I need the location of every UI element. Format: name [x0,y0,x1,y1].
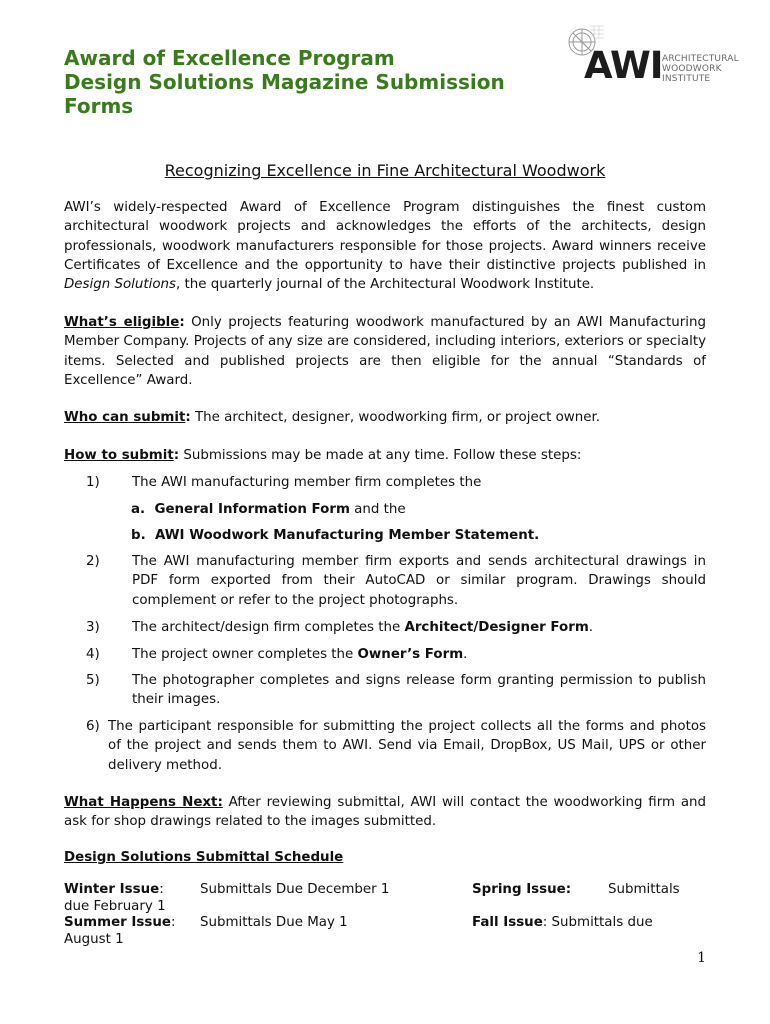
who-label: Who can submit [64,410,186,425]
title-line-3: Forms [64,94,134,118]
step-1a: a. General Information Form and the [131,502,406,517]
magazine-name: Design Solutions [64,277,177,293]
next-label: What Happens Next: [64,795,223,810]
who-paragraph: Who can submit: The architect, designer, woodworking firm, or project owner. [64,410,600,425]
next-paragraph: What Happens Next: After reviewing submittal, AWI will contact the woodworking firm and ask for shop drawings related to the images submitted. [64,795,707,830]
summer-issue: Summer Issue: [64,915,176,930]
step-4: 4) The project owner completes the Owner’s Form. [86,647,468,662]
step-2: 2) The AWI manufacturing member firm exports and sends architectural drawings in PDF form exported from their AutoCAD or similar program. Drawings should complement or refer to the project photographs. [86,554,706,608]
fall-issue: Fall Issue: Submittals due [472,915,653,930]
summer-tail: August 1 [64,932,124,947]
logo-sub-line: INSTITUTE [662,74,711,84]
summer-due: Submittals Due May 1 [200,915,348,930]
document-title [64,46,534,118]
title-line-1: Award of Excellence Program [64,46,395,70]
winter-tail: due February 1 [64,899,166,914]
intro-paragraph: AWI’s widely-respected Award of Excellence Program distinguishes the finest custom architectural woodwork projects and acknowledges the efforts of the architects, design professionals, woodwork manufacturers responsible for those projects. Award winners receive Certificates of Excellence and the opportunity to have their distinctive projects published in Design Solutions, the quarterly journal of the Architectural Woodwork Institute. [64,200,706,293]
step-1: 1) The AWI manufacturing member firm completes the [86,475,482,490]
eligible-paragraph: What’s eligible: Only projects featuring woodwork manufactured by an AWI Manufacturing Member Company. Projects of any size are considered, including interiors, exteriors or specialty items. Selected and published projects are then eligible for the annual “Standards of Excellence” Award. [64,315,707,388]
logo-sub-line: ARCHITECTURAL [662,54,739,64]
schedule-heading: Design Solutions Submittal Schedule [64,850,344,865]
eligible-label: What’s eligible [64,315,180,330]
step-1b: b. AWI Woodwork Manufacturing Member Statement. [131,528,540,543]
logo-subtitle [662,54,739,84]
winter-issue: Winter Issue: [64,882,164,897]
spring-text: Submittals [608,882,680,897]
winter-due: Submittals Due December 1 [200,882,390,897]
how-label: How to submit [64,448,174,463]
step-3: 3) The architect/design firm completes the Architect/Designer Form. [86,620,594,635]
step-6: 6) The participant responsible for submitting the project collects all the forms and photos of the project and sends them to AWI. Send via Email, DropBox, US Mail, UPS or other delivery method. [86,719,706,773]
title-line-2: Design Solutions Magazine Submission [64,70,505,94]
how-paragraph: How to submit: Submissions may be made at any time. Follow these steps: [64,448,582,463]
awi-logo [564,24,739,94]
logo-wordmark: AWI [584,44,663,87]
logo-sub-line: WOODWORK [662,64,722,74]
step-5: 5) The photographer completes and signs release form granting permission to publish their images. [86,673,706,708]
page-subtitle: Recognizing Excellence in Fine Architectural Woodwork [164,161,606,180]
page-number: 1 [697,950,706,966]
spring-issue: Spring Issue: [472,882,572,897]
